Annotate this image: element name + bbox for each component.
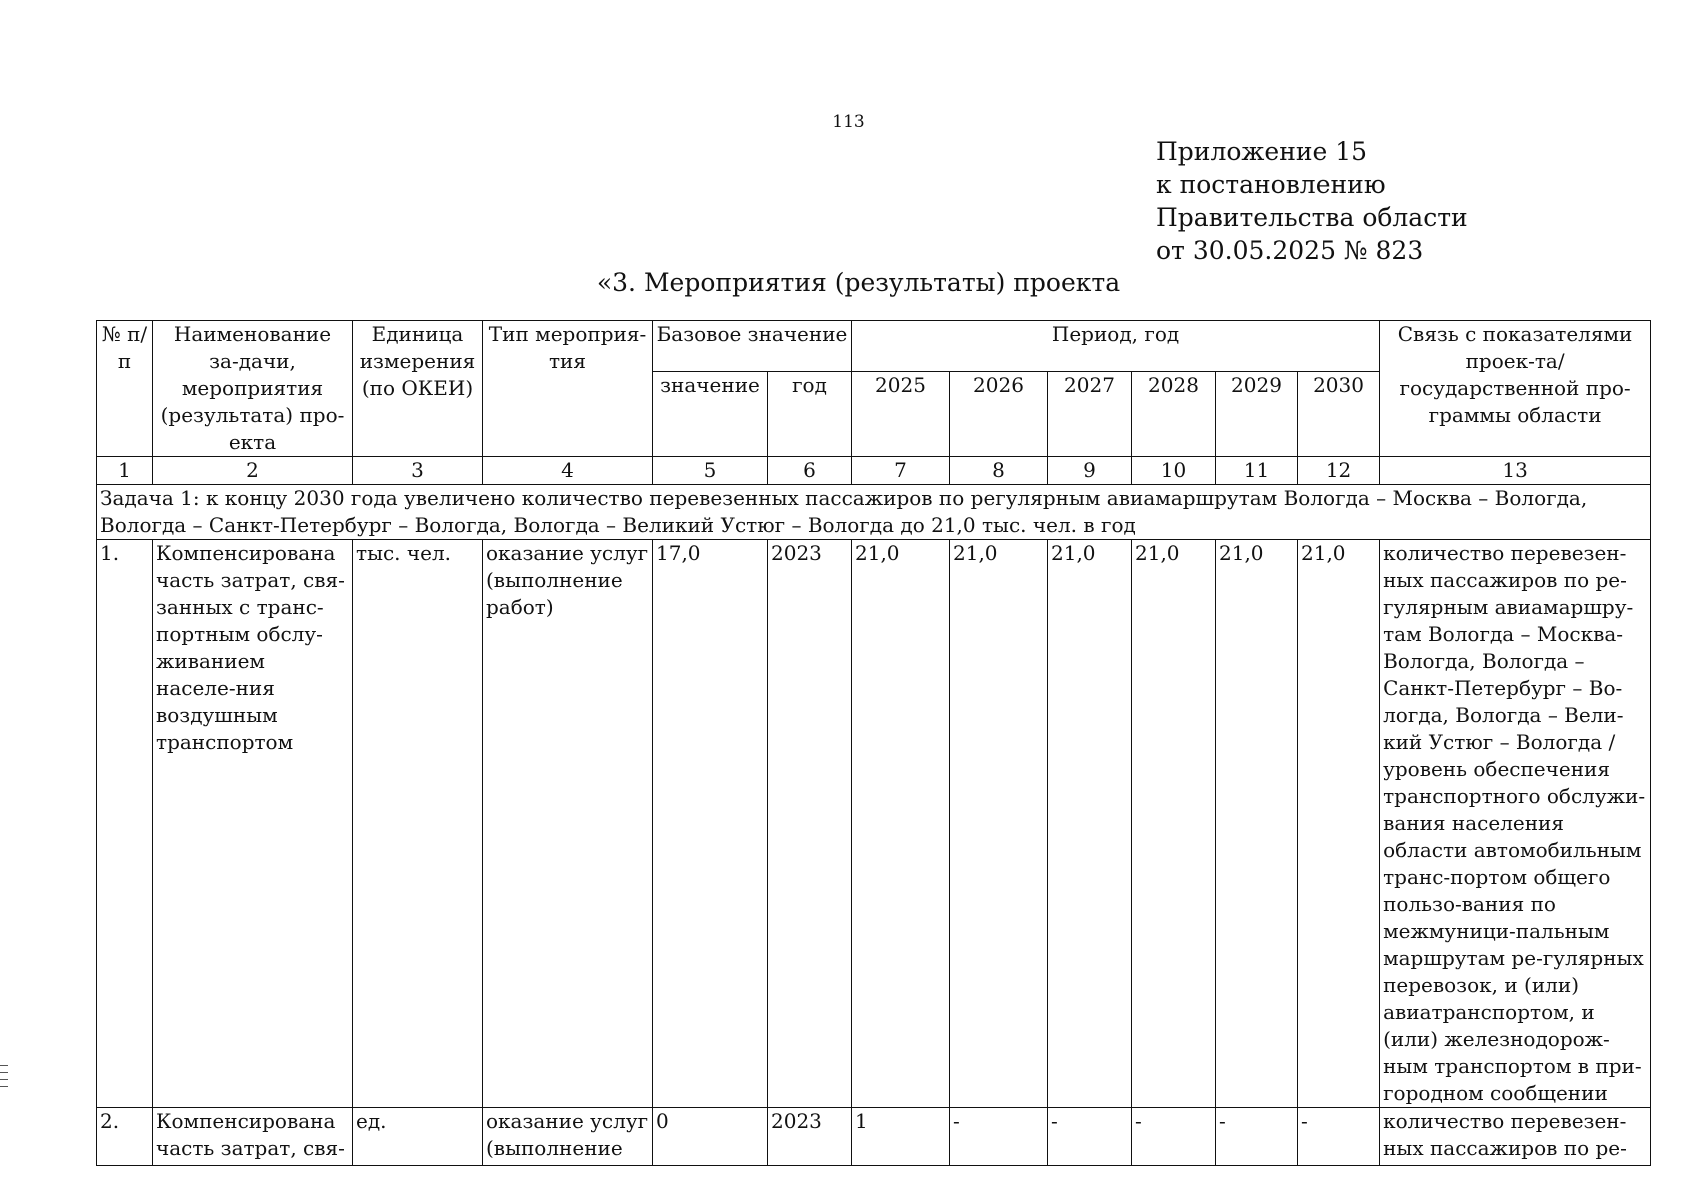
header-base-year: год [768,372,852,457]
column-number: 12 [1298,457,1380,485]
header-base: Базовое значение [653,321,852,372]
row-link: количество перевезен-ных пассажиров по ре- [1380,1108,1651,1166]
header-year: 2028 [1132,372,1216,457]
column-number: 9 [1048,457,1132,485]
page-number: 113 [832,112,865,132]
row-value: 21,0 [852,540,950,1108]
row-value: 1 [852,1108,950,1166]
header-link: Связь с показателями проек-та/государственной про-граммы области [1380,321,1651,457]
column-number: 8 [950,457,1048,485]
row-value: 21,0 [1298,540,1380,1108]
row-base-value: 17,0 [653,540,768,1108]
row-name: Компенсирована часть затрат, свя-занных с транс-портным обслу-живанием населе-ния воздушным транспортом [153,540,353,1108]
header-name: Наименование за-дачи, мероприятия (результата) про-екта [153,321,353,457]
column-number: 4 [483,457,653,485]
header-type: Тип мероприя-тия [483,321,653,457]
appendix-line: Приложение 15 [1156,137,1368,166]
column-number: 1 [97,457,153,485]
column-number: 13 [1380,457,1651,485]
row-value: 21,0 [1132,540,1216,1108]
column-number: 2 [153,457,353,485]
column-number: 6 [768,457,852,485]
document-title: «3. Мероприятия (результаты) проекта [596,268,1121,297]
row-base-year: 2023 [768,1108,852,1166]
measures-table [96,320,1651,1166]
row-type: оказание услуг (выполнение работ) [483,540,653,1108]
row-name: Компенсирована часть затрат, свя- [153,1108,353,1166]
row-type: оказание услуг (выполнение [483,1108,653,1166]
header-year: 2027 [1048,372,1132,457]
appendix-block [1156,135,1468,267]
row-value: - [1048,1108,1132,1166]
column-number: 7 [852,457,950,485]
appendix-line: Правительства области [1156,203,1468,232]
column-number: 11 [1216,457,1298,485]
appendix-line: к постановлению [1156,170,1386,199]
row-value: - [1216,1108,1298,1166]
row-unit: ед. [353,1108,483,1166]
scan-margin-marks [0,1065,8,1093]
row-value: - [1132,1108,1216,1166]
row-num: 2. [97,1108,153,1166]
column-number: 5 [653,457,768,485]
row-value: - [1298,1108,1380,1166]
header-unit: Единица измерения (по ОКЕИ) [353,321,483,457]
header-year: 2025 [852,372,950,457]
row-value: - [950,1108,1048,1166]
column-number: 10 [1132,457,1216,485]
row-base-year: 2023 [768,540,852,1108]
header-year: 2026 [950,372,1048,457]
table-row [97,1108,1651,1166]
table-row [97,540,1651,1108]
row-unit: тыс. чел. [353,540,483,1108]
header-base-value: значение [653,372,768,457]
appendix-line: от 30.05.2025 № 823 [1156,236,1424,265]
row-link: количество перевезен-ных пассажиров по ре-гулярным авиамаршру-там Вологда – Москва-Вологда, Вологда – Санкт-Петербург – Во-логда, Вологда – Вели-кий Устюг – Вологда / уровень обеспечения транспортного обслужи-вания населения области автомобильным транс-портом общего пользо-вания по межмуници-пальным маршрутам ре-гулярных перевозок, и (или) авиатранспортом, и (или) железнодорож-ным транспортом в при-городном сообщении [1380,540,1651,1108]
header-year: 2030 [1298,372,1380,457]
row-value: 21,0 [1216,540,1298,1108]
column-number: 3 [353,457,483,485]
header-year: 2029 [1216,372,1298,457]
row-num: 1. [97,540,153,1108]
task-row: Задача 1: к концу 2030 года увеличено количество перевезенных пассажиров по регулярным авиамаршрутам Вологда – Москва – Вологда, Вологда – Санкт-Петербург – Вологда, Вологда – Великий Устюг – Вологда до 21,0 тыс. чел. в год [97,485,1651,540]
row-value: 21,0 [1048,540,1132,1108]
header-num: № п/п [97,321,153,457]
row-base-value: 0 [653,1108,768,1166]
header-period: Период, год [852,321,1380,372]
row-value: 21,0 [950,540,1048,1108]
